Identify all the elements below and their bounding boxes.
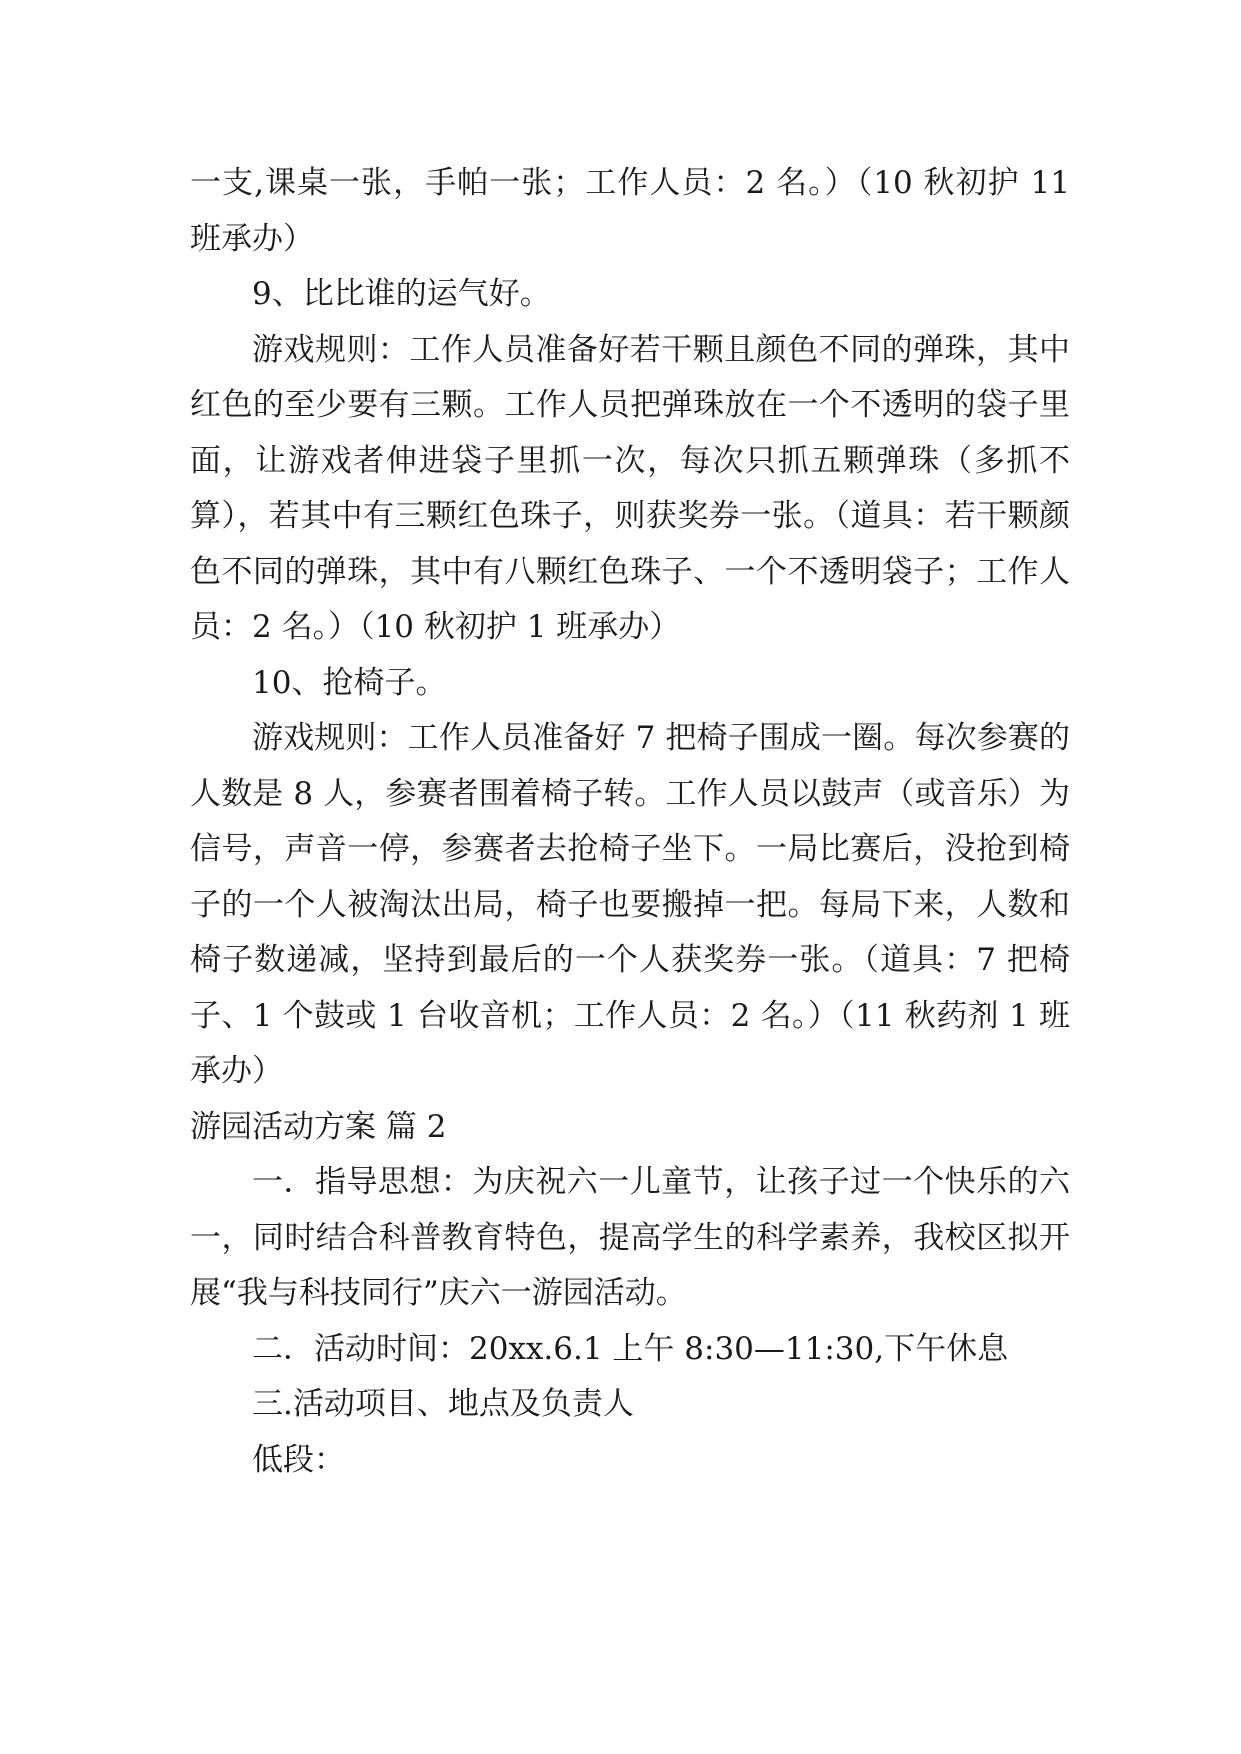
item-9-rules: 游戏规则：工作人员准备好若干颗且颜色不同的弹珠，其中红色的至少要有三颗。工作人员把弹珠放在一个不透明的袋子里面，让游戏者伸进袋子里抓一次，每次只抓五颗弹珠（多抓不算），若其中有三颗红色珠子，则获奖券一张。（道具：若干颗颜色不同的弹珠，其中有八颗红色珠子、一个不透明袋子；工作人员：2 名。）（10 秋初护 1 班承办） bbox=[190, 331, 1070, 645]
document-body bbox=[190, 156, 1070, 1488]
activity-time: 二．活动时间：20xx.6.1 上午 8:30—11:30,下午休息 bbox=[252, 1330, 1009, 1367]
item-9-heading: 9、比比谁的运气好。 bbox=[252, 276, 551, 312]
guiding-thought: 一．指导思想：为庆祝六一儿童节，让孩子过一个快乐的六一，同时结合科普教育特色，提高学生的科学素养，我校区拟开展“我与科技同行”庆六一游园活动。 bbox=[190, 1164, 1070, 1311]
item-10-rules: 游戏规则：工作人员准备好 7 把椅子围成一圈。每次参赛的人数是 8 人，参赛者围着椅子转。工作人员以鼓声（或音乐）为信号，声音一停，参赛者去抢椅子坐下。一局比赛后，没抢到椅子的一个人被淘汰出局，椅子也要搬掉一把。每局下来，人数和椅子数递减，坚持到最后的一个人获奖券一张。（道具：7 把椅子、1 个鼓或 1 台收音机；工作人员：2 名。）（11 秋药剂 1 班承办） bbox=[190, 720, 1070, 1089]
item-10-heading: 10、抢椅子。 bbox=[252, 664, 447, 701]
paragraph-continuation: 一支,课桌一张，手帕一张；工作人员：2 名。）（10 秋初护 11 班承办） bbox=[190, 165, 1070, 257]
low-grade-label: 低段： bbox=[252, 1441, 345, 1478]
section-title-plan-2: 游园活动方案 篇 2 bbox=[190, 1108, 447, 1145]
activity-items: 三.活动项目、地点及负责人 bbox=[252, 1386, 634, 1422]
